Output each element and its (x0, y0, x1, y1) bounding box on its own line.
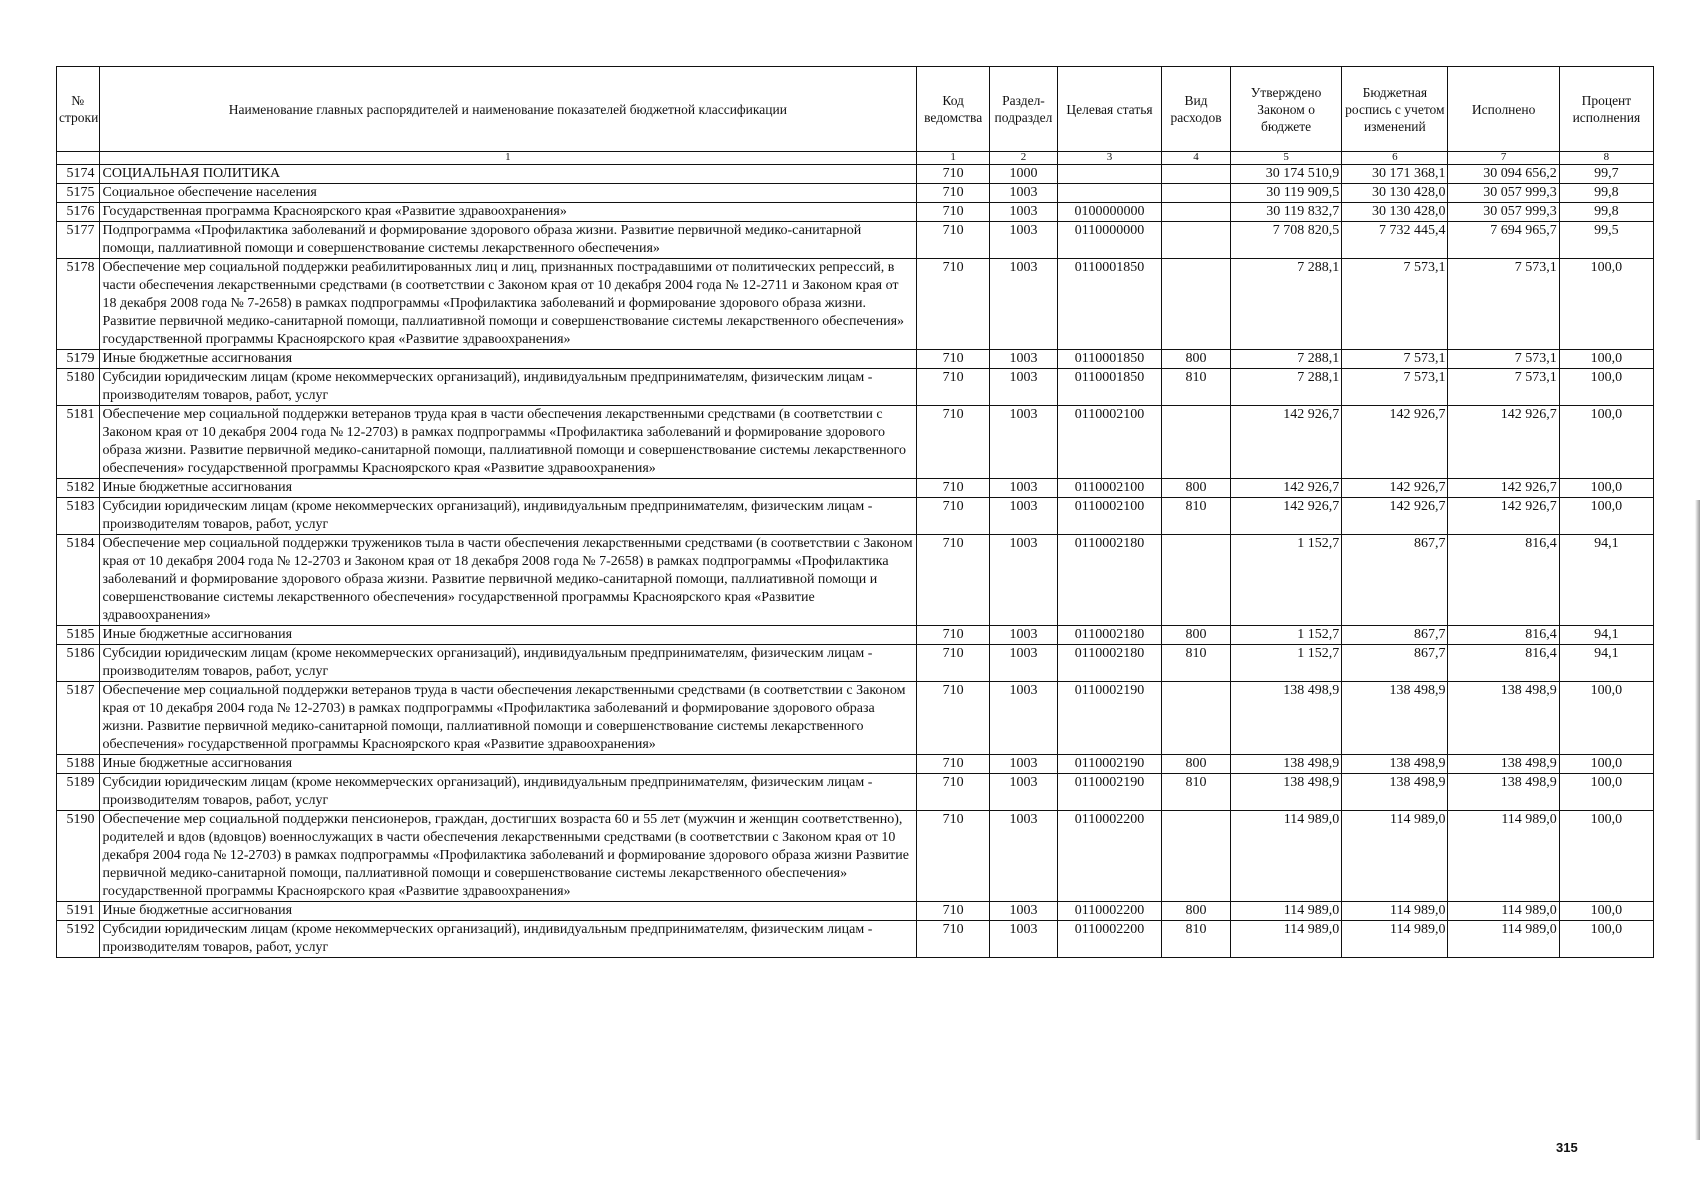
row-dept-code: 710 (917, 774, 990, 811)
row-executed: 142 926,7 (1448, 406, 1559, 479)
row-expense-type: 810 (1162, 645, 1231, 682)
row-dept-code: 710 (917, 498, 990, 535)
row-number: 5192 (57, 921, 100, 958)
table-row (57, 811, 1654, 902)
row-executed: 142 926,7 (1448, 498, 1559, 535)
row-percent: 100,0 (1559, 406, 1653, 479)
table-row (57, 682, 1654, 755)
row-budget-list: 7 732 445,4 (1342, 222, 1448, 259)
row-number: 5185 (57, 626, 100, 645)
table-row (57, 203, 1654, 222)
table-row (57, 222, 1654, 259)
row-name: Обеспечение мер социальной поддержки ветеранов труда в части обеспечения лекарственными средствами (в соответствии с Законом края от 10 декабря 2004 года № 12-2703) в рамках подпрограммы «Профилактика заболеваний и формирование здорового образа жизни. Развитие первичной медико-санитарной помощи, паллиативной помощи и совершенствование системы лекарственного обеспечения» государственной программы Красноярского края «Развитие здравоохранения» (99, 682, 917, 755)
row-target: 0110002190 (1057, 774, 1161, 811)
row-approved: 7 288,1 (1230, 259, 1341, 350)
row-dept-code: 710 (917, 682, 990, 755)
row-name: Иные бюджетные ассигнования (99, 350, 917, 369)
row-percent: 100,0 (1559, 902, 1653, 921)
row-percent: 99,5 (1559, 222, 1653, 259)
row-approved: 7 708 820,5 (1230, 222, 1341, 259)
row-target: 0110001850 (1057, 350, 1161, 369)
row-section: 1000 (990, 165, 1058, 184)
row-name: Социальное обеспечение населения (99, 184, 917, 203)
row-target: 0110002100 (1057, 479, 1161, 498)
table-row (57, 902, 1654, 921)
row-dept-code: 710 (917, 350, 990, 369)
row-number: 5181 (57, 406, 100, 479)
row-target: 0110002200 (1057, 902, 1161, 921)
row-section: 1003 (990, 203, 1058, 222)
row-executed: 816,4 (1448, 626, 1559, 645)
row-percent: 100,0 (1559, 479, 1653, 498)
row-budget-list: 138 498,9 (1342, 682, 1448, 755)
row-target: 0100000000 (1057, 203, 1161, 222)
row-dept-code: 710 (917, 902, 990, 921)
row-number: 5190 (57, 811, 100, 902)
row-name: Обеспечение мер социальной поддержки пенсионеров, граждан, достигших возраста 60 и 55 лет (мужчин и женщин соответственно), родителей и вдов (вдовцов) военнослужащих в части обеспечения лекарственными средствами (в соответствии с Законом края от 10 декабря 2004 года № 12-2703) в рамках подпрограммы «Профилактика заболеваний и формирование здорового образа жизни Развитие первичной медико-санитарной помощи, паллиативной помощи и совершенствование системы лекарственного обеспечения» государственной программы Красноярского края «Развитие здравоохранения» (99, 811, 917, 902)
row-executed: 138 498,9 (1448, 755, 1559, 774)
row-expense-type (1162, 811, 1231, 902)
row-name: Иные бюджетные ассигнования (99, 902, 917, 921)
header-dept-code: Код ведомства (917, 67, 990, 152)
row-executed: 114 989,0 (1448, 811, 1559, 902)
row-name: Обеспечение мер социальной поддержки тружеников тыла в части обеспечения лекарственными средствами (в соответствии с Законом края от 10 декабря 2004 года № 12-2703 и Законом края от 18 декабря 2008 года № 7-2658) в рамках подпрограммы «Профилактика заболеваний и формирование здорового образа жизни. Развитие первичной медико-санитарной помощи, паллиативной помощи и совершенствование системы лекарственного обеспечения» государственной программы Красноярского края «Развитие здравоохранения» (99, 535, 917, 626)
header-row-number: № строки (57, 67, 100, 152)
row-number: 5179 (57, 350, 100, 369)
row-expense-type (1162, 184, 1231, 203)
header-approved: Утверждено Законом о бюджете (1230, 67, 1341, 152)
row-percent: 99,8 (1559, 184, 1653, 203)
row-percent: 100,0 (1559, 350, 1653, 369)
row-number: 5174 (57, 165, 100, 184)
row-name: Субсидии юридическим лицам (кроме некоммерческих организаций), индивидуальным предпринимателям, физическим лицам - производителям товаров, работ, услуг (99, 774, 917, 811)
row-executed: 7 573,1 (1448, 350, 1559, 369)
table-row (57, 774, 1654, 811)
budget-execution-table (56, 66, 1654, 958)
row-target: 0110002100 (1057, 406, 1161, 479)
row-budget-list: 30 171 368,1 (1342, 165, 1448, 184)
row-dept-code: 710 (917, 406, 990, 479)
row-number: 5189 (57, 774, 100, 811)
row-expense-type: 800 (1162, 902, 1231, 921)
row-expense-type: 800 (1162, 350, 1231, 369)
row-expense-type (1162, 259, 1231, 350)
table-row (57, 626, 1654, 645)
row-dept-code: 710 (917, 755, 990, 774)
row-budget-list: 114 989,0 (1342, 811, 1448, 902)
row-section: 1003 (990, 259, 1058, 350)
row-executed: 30 094 656,2 (1448, 165, 1559, 184)
row-dept-code: 710 (917, 626, 990, 645)
row-name: Иные бюджетные ассигнования (99, 479, 917, 498)
row-name: Субсидии юридическим лицам (кроме некоммерческих организаций), индивидуальным предпринимателям, физическим лицам - производителям товаров, работ, услуг (99, 645, 917, 682)
row-approved: 30 174 510,9 (1230, 165, 1341, 184)
row-expense-type: 800 (1162, 479, 1231, 498)
row-expense-type: 800 (1162, 755, 1231, 774)
row-number: 5187 (57, 682, 100, 755)
row-dept-code: 710 (917, 479, 990, 498)
header-expense-type: Вид расходов (1162, 67, 1231, 152)
table-row (57, 755, 1654, 774)
row-approved: 142 926,7 (1230, 479, 1341, 498)
row-executed: 30 057 999,3 (1448, 203, 1559, 222)
row-expense-type: 810 (1162, 774, 1231, 811)
row-target: 0110000000 (1057, 222, 1161, 259)
row-target: 0110002200 (1057, 811, 1161, 902)
row-percent: 100,0 (1559, 755, 1653, 774)
row-name: Субсидии юридическим лицам (кроме некоммерческих организаций), индивидуальным предпринимателям, физическим лицам - производителям товаров, работ, услуг (99, 498, 917, 535)
row-approved: 142 926,7 (1230, 498, 1341, 535)
column-number (57, 152, 100, 165)
row-section: 1003 (990, 921, 1058, 958)
row-executed: 142 926,7 (1448, 479, 1559, 498)
row-approved: 138 498,9 (1230, 755, 1341, 774)
row-section: 1003 (990, 902, 1058, 921)
row-dept-code: 710 (917, 259, 990, 350)
row-section: 1003 (990, 498, 1058, 535)
row-approved: 1 152,7 (1230, 535, 1341, 626)
row-target: 0110002180 (1057, 626, 1161, 645)
row-executed: 816,4 (1448, 535, 1559, 626)
row-target (1057, 165, 1161, 184)
row-dept-code: 710 (917, 811, 990, 902)
row-target: 0110001850 (1057, 369, 1161, 406)
row-budget-list: 142 926,7 (1342, 406, 1448, 479)
table-row (57, 479, 1654, 498)
row-percent: 94,1 (1559, 645, 1653, 682)
row-expense-type (1162, 165, 1231, 184)
column-number-row (57, 152, 1654, 165)
row-number: 5180 (57, 369, 100, 406)
row-number: 5186 (57, 645, 100, 682)
row-approved: 1 152,7 (1230, 626, 1341, 645)
row-approved: 114 989,0 (1230, 811, 1341, 902)
row-target: 0110002100 (1057, 498, 1161, 535)
table-row (57, 350, 1654, 369)
row-target: 0110001850 (1057, 259, 1161, 350)
row-percent: 100,0 (1559, 811, 1653, 902)
row-percent: 100,0 (1559, 369, 1653, 406)
header-row (57, 67, 1654, 152)
row-dept-code: 710 (917, 921, 990, 958)
row-percent: 100,0 (1559, 259, 1653, 350)
table-row (57, 645, 1654, 682)
column-number: 2 (990, 152, 1058, 165)
row-executed: 7 694 965,7 (1448, 222, 1559, 259)
table-row (57, 921, 1654, 958)
table-row (57, 165, 1654, 184)
row-name: Обеспечение мер социальной поддержки реабилитированных лиц и лиц, признанных пострадавшими от политических репрессий, в части обеспечения лекарственными средствами (в соответствии с Законом края от 10 декабря 2004 года № 12-2711 и Законом края от 18 декабря 2008 года № 7-2658) в рамках подпрограммы «Профилактика заболеваний и формирование здорового образа жизни. Развитие первичной медико-санитарной помощи, паллиативной помощи и совершенствование системы лекарственного обеспечения» государственной программы Красноярского края «Развитие здравоохранения» (99, 259, 917, 350)
row-number: 5175 (57, 184, 100, 203)
row-name: Обеспечение мер социальной поддержки ветеранов труда края в части обеспечения лекарственными средствами (в соответствии с Законом края от 10 декабря 2004 года № 12-2703) в рамках подпрограммы «Профилактика заболеваний и формирование здорового образа жизни. Развитие первичной медико-санитарной помощи, паллиативной помощи и совершенствование системы лекарственного обеспечения» государственной программы Красноярского края «Развитие здравоохранения» (99, 406, 917, 479)
row-target: 0110002200 (1057, 921, 1161, 958)
row-dept-code: 710 (917, 184, 990, 203)
row-budget-list: 30 130 428,0 (1342, 203, 1448, 222)
row-budget-list: 138 498,9 (1342, 774, 1448, 811)
row-expense-type (1162, 682, 1231, 755)
row-expense-type (1162, 203, 1231, 222)
row-approved: 114 989,0 (1230, 902, 1341, 921)
column-number: 8 (1559, 152, 1653, 165)
row-section: 1003 (990, 184, 1058, 203)
row-percent: 94,1 (1559, 535, 1653, 626)
table-row (57, 259, 1654, 350)
row-target: 0110002180 (1057, 645, 1161, 682)
column-number: 1 (917, 152, 990, 165)
row-name: Государственная программа Красноярского края «Развитие здравоохранения» (99, 203, 917, 222)
table-row (57, 535, 1654, 626)
row-budget-list: 867,7 (1342, 626, 1448, 645)
column-number: 3 (1057, 152, 1161, 165)
row-name: Иные бюджетные ассигнования (99, 755, 917, 774)
table-row (57, 406, 1654, 479)
row-approved: 138 498,9 (1230, 774, 1341, 811)
row-name: Иные бюджетные ассигнования (99, 626, 917, 645)
row-budget-list: 867,7 (1342, 645, 1448, 682)
row-section: 1003 (990, 755, 1058, 774)
row-executed: 114 989,0 (1448, 921, 1559, 958)
row-number: 5177 (57, 222, 100, 259)
row-dept-code: 710 (917, 535, 990, 626)
row-number: 5176 (57, 203, 100, 222)
row-approved: 142 926,7 (1230, 406, 1341, 479)
header-section: Раздел-подраздел (990, 67, 1058, 152)
row-section: 1003 (990, 626, 1058, 645)
row-executed: 138 498,9 (1448, 682, 1559, 755)
row-dept-code: 710 (917, 222, 990, 259)
row-name: Субсидии юридическим лицам (кроме некоммерческих организаций), индивидуальным предпринимателям, физическим лицам - производителям товаров, работ, услуг (99, 921, 917, 958)
row-dept-code: 710 (917, 369, 990, 406)
row-budget-list: 114 989,0 (1342, 902, 1448, 921)
row-budget-list: 7 573,1 (1342, 350, 1448, 369)
row-section: 1003 (990, 811, 1058, 902)
row-number: 5191 (57, 902, 100, 921)
header-name: Наименование главных распорядителей и наименование показателей бюджетной классификации (99, 67, 917, 152)
header-target: Целевая статья (1057, 67, 1161, 152)
row-executed: 7 573,1 (1448, 369, 1559, 406)
row-budget-list: 7 573,1 (1342, 259, 1448, 350)
row-budget-list: 7 573,1 (1342, 369, 1448, 406)
row-section: 1003 (990, 350, 1058, 369)
column-number: 1 (99, 152, 917, 165)
row-budget-list: 138 498,9 (1342, 755, 1448, 774)
row-approved: 1 152,7 (1230, 645, 1341, 682)
row-percent: 94,1 (1559, 626, 1653, 645)
row-budget-list: 30 130 428,0 (1342, 184, 1448, 203)
row-number: 5184 (57, 535, 100, 626)
row-target: 0110002180 (1057, 535, 1161, 626)
row-dept-code: 710 (917, 645, 990, 682)
row-target (1057, 184, 1161, 203)
row-percent: 100,0 (1559, 498, 1653, 535)
row-expense-type: 810 (1162, 498, 1231, 535)
row-section: 1003 (990, 774, 1058, 811)
row-executed: 30 057 999,3 (1448, 184, 1559, 203)
row-budget-list: 142 926,7 (1342, 479, 1448, 498)
row-dept-code: 710 (917, 165, 990, 184)
row-executed: 114 989,0 (1448, 902, 1559, 921)
header-budget-list: Бюджетная роспись с учетом изменений (1342, 67, 1448, 152)
row-executed: 816,4 (1448, 645, 1559, 682)
row-section: 1003 (990, 535, 1058, 626)
row-section: 1003 (990, 406, 1058, 479)
row-expense-type: 810 (1162, 369, 1231, 406)
row-number: 5178 (57, 259, 100, 350)
row-approved: 30 119 832,7 (1230, 203, 1341, 222)
row-target: 0110002190 (1057, 682, 1161, 755)
row-section: 1003 (990, 645, 1058, 682)
row-name: СОЦИАЛЬНАЯ ПОЛИТИКА (99, 165, 917, 184)
column-number: 5 (1230, 152, 1341, 165)
scan-edge-shadow (1695, 500, 1700, 1140)
row-percent: 100,0 (1559, 682, 1653, 755)
row-expense-type (1162, 406, 1231, 479)
table-row (57, 184, 1654, 203)
row-expense-type: 800 (1162, 626, 1231, 645)
row-percent: 100,0 (1559, 921, 1653, 958)
row-section: 1003 (990, 682, 1058, 755)
header-executed: Исполнено (1448, 67, 1559, 152)
row-number: 5183 (57, 498, 100, 535)
row-section: 1003 (990, 222, 1058, 259)
row-executed: 138 498,9 (1448, 774, 1559, 811)
row-expense-type: 810 (1162, 921, 1231, 958)
table-row (57, 369, 1654, 406)
row-name: Субсидии юридическим лицам (кроме некоммерческих организаций), индивидуальным предпринимателям, физическим лицам - производителям товаров, работ, услуг (99, 369, 917, 406)
page-number: 315 (1556, 1140, 1578, 1155)
row-budget-list: 867,7 (1342, 535, 1448, 626)
column-number: 4 (1162, 152, 1231, 165)
row-name: Подпрограмма «Профилактика заболеваний и формирование здорового образа жизни. Развитие первичной медико-санитарной помощи, паллиативной помощи и совершенствование системы лекарственного обеспечения» (99, 222, 917, 259)
row-budget-list: 142 926,7 (1342, 498, 1448, 535)
row-expense-type (1162, 535, 1231, 626)
row-target: 0110002190 (1057, 755, 1161, 774)
row-number: 5182 (57, 479, 100, 498)
row-section: 1003 (990, 479, 1058, 498)
row-dept-code: 710 (917, 203, 990, 222)
row-section: 1003 (990, 369, 1058, 406)
row-number: 5188 (57, 755, 100, 774)
column-number: 6 (1342, 152, 1448, 165)
row-expense-type (1162, 222, 1231, 259)
row-percent: 99,7 (1559, 165, 1653, 184)
row-approved: 7 288,1 (1230, 350, 1341, 369)
row-executed: 7 573,1 (1448, 259, 1559, 350)
column-number: 7 (1448, 152, 1559, 165)
row-percent: 99,8 (1559, 203, 1653, 222)
header-percent: Процент исполнения (1559, 67, 1653, 152)
row-percent: 100,0 (1559, 774, 1653, 811)
table-row (57, 498, 1654, 535)
row-approved: 7 288,1 (1230, 369, 1341, 406)
row-budget-list: 114 989,0 (1342, 921, 1448, 958)
row-approved: 30 119 909,5 (1230, 184, 1341, 203)
row-approved: 114 989,0 (1230, 921, 1341, 958)
row-approved: 138 498,9 (1230, 682, 1341, 755)
